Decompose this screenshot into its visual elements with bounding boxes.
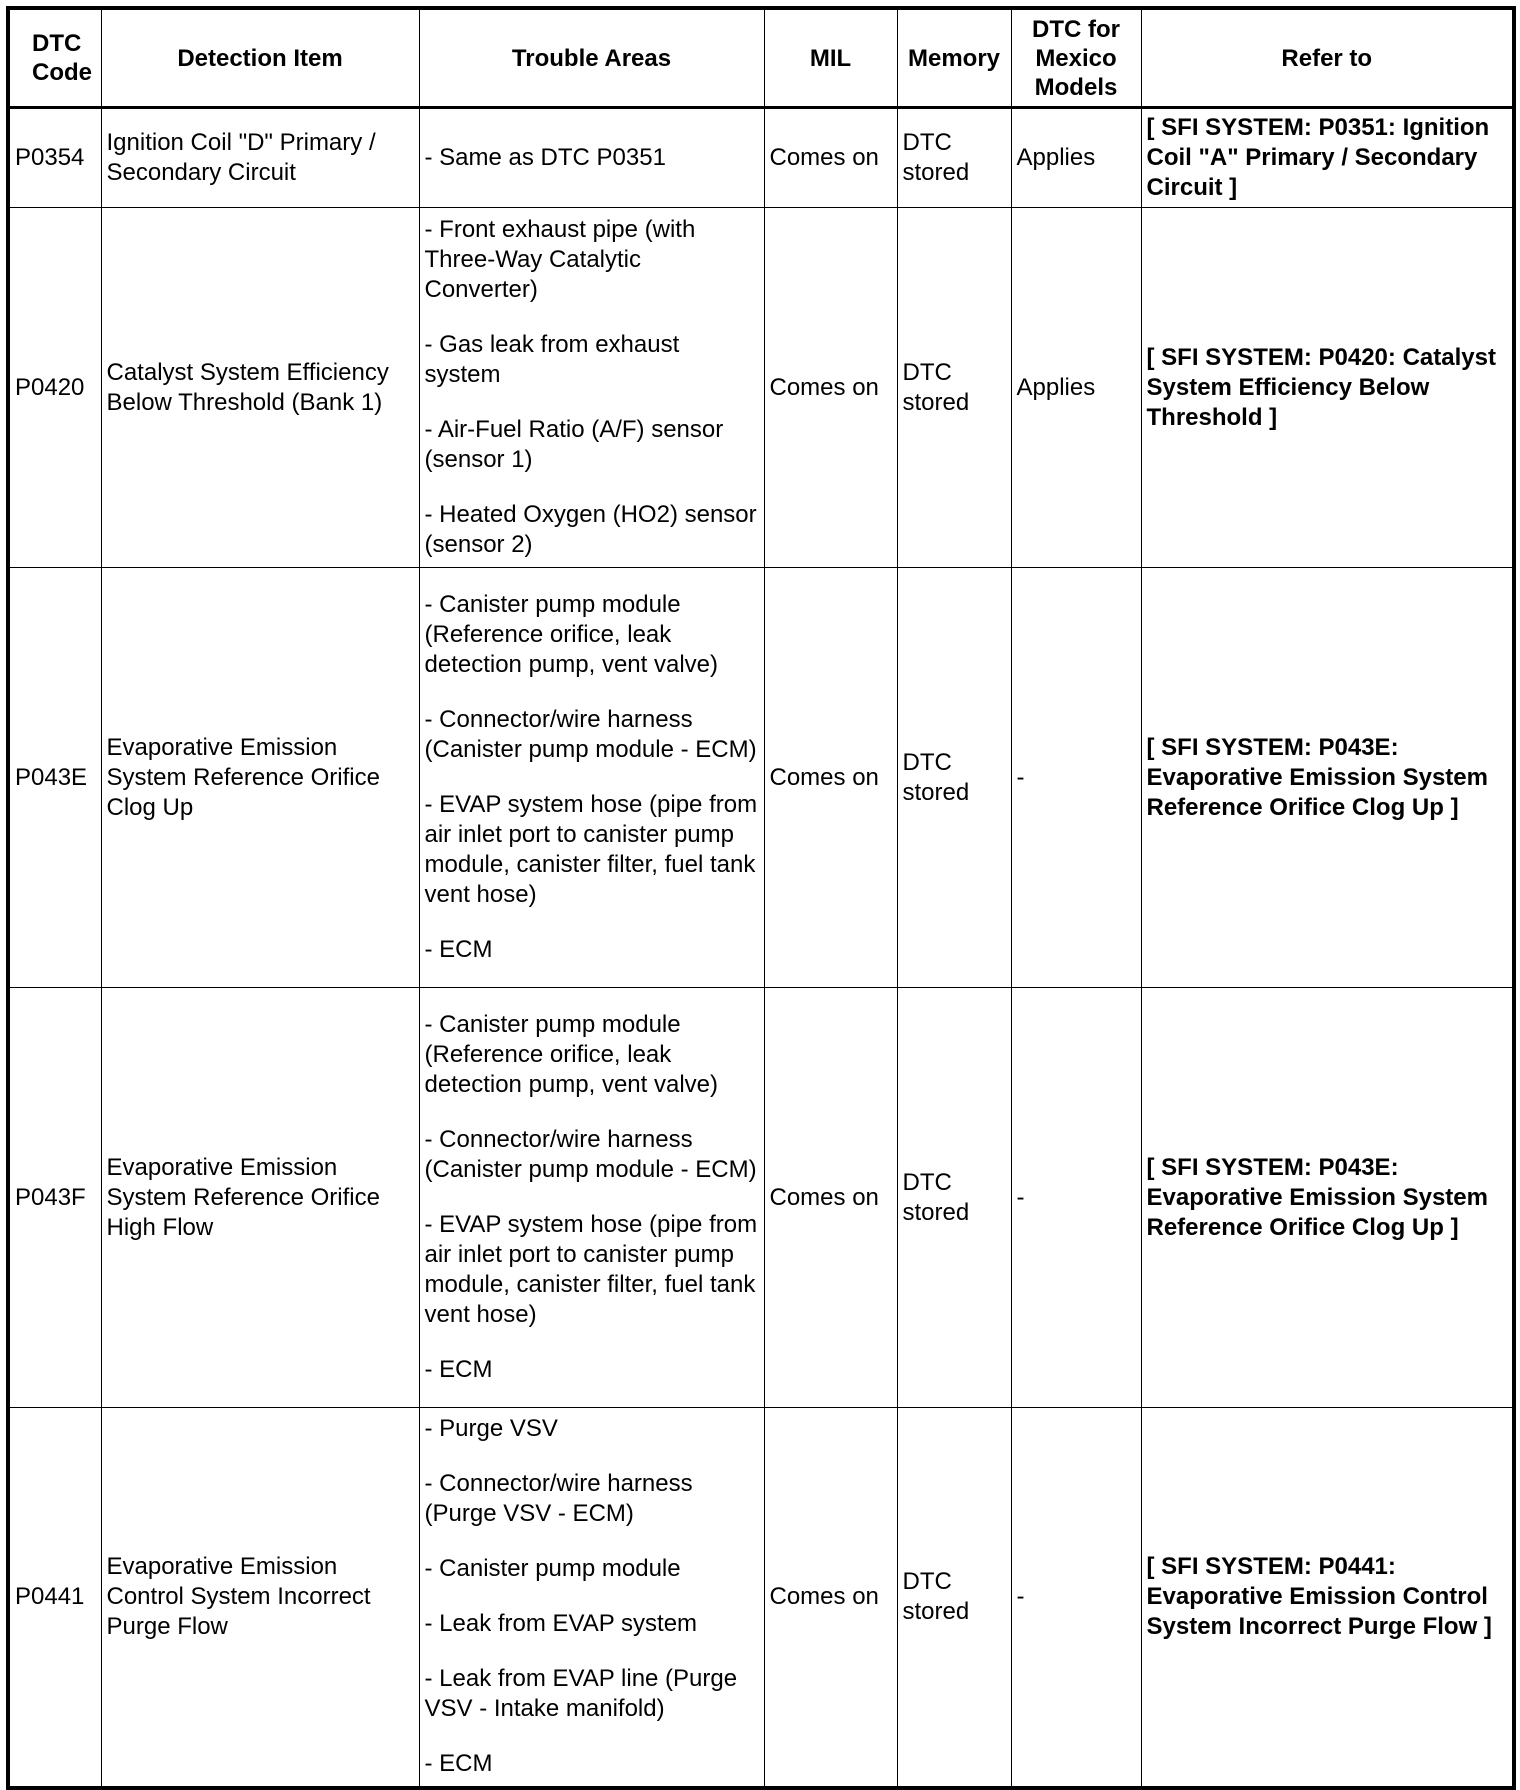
dtc-code-cell: P0420	[8, 208, 101, 568]
dtc-code-cell: P0354	[8, 108, 101, 208]
trouble-area-item: - ECM	[424, 1750, 493, 1778]
memory-cell: DTC stored	[897, 1408, 1011, 1788]
mexico-cell: -	[1011, 568, 1141, 988]
table-row	[8, 988, 1514, 1408]
table-row	[8, 568, 1514, 988]
trouble-area-item: - EVAP system hose (pipe from air inlet port to canister pump module, canister filter, fuel tank vent hose)	[424, 1211, 758, 1328]
refer-to-cell: [ SFI SYSTEM: P043E: Evaporative Emission System Reference Orifice Clog Up ]	[1141, 568, 1514, 988]
trouble-areas-cell	[419, 1408, 764, 1788]
header-mexico: DTC for Mexico Models	[1011, 8, 1141, 108]
detection-item-cell: Evaporative Emission System Reference Orifice High Flow	[101, 988, 419, 1408]
refer-to-cell: [ SFI SYSTEM: P043E: Evaporative Emission System Reference Orifice Clog Up ]	[1141, 988, 1514, 1408]
trouble-areas-cell	[419, 568, 764, 988]
dtc-code-cell: P043E	[8, 568, 101, 988]
trouble-area-item: - Same as DTC P0351	[424, 144, 666, 171]
memory-cell: DTC stored	[897, 988, 1011, 1408]
table-body	[8, 108, 1514, 1788]
trouble-area-item: - Air-Fuel Ratio (A/F) sensor (sensor 1)	[424, 416, 724, 473]
dtc-code-cell: P0441	[8, 1408, 101, 1788]
refer-to-cell: [ SFI SYSTEM: P0441: Evaporative Emission Control System Incorrect Purge Flow ]	[1141, 1408, 1514, 1788]
trouble-area-item: - Heated Oxygen (HO2) sensor (sensor 2)	[424, 501, 757, 558]
trouble-area-item: - Canister pump module (Reference orifice, leak detection pump, vent valve)	[424, 1011, 718, 1098]
trouble-areas-cell	[419, 208, 764, 568]
mil-cell: Comes on	[764, 108, 897, 208]
refer-to-cell: [ SFI SYSTEM: P0420: Catalyst System Efficiency Below Threshold ]	[1141, 208, 1514, 568]
memory-cell: DTC stored	[897, 108, 1011, 208]
trouble-area-item: - Canister pump module (Reference orifice, leak detection pump, vent valve)	[424, 591, 718, 678]
trouble-areas-cell	[419, 988, 764, 1408]
detection-item-cell: Evaporative Emission Control System Incorrect Purge Flow	[101, 1408, 419, 1788]
trouble-area-item: - EVAP system hose (pipe from air inlet port to canister pump module, canister filter, fuel tank vent hose)	[424, 791, 758, 908]
trouble-area-item: - Leak from EVAP line (Purge VSV - Intake manifold)	[424, 1665, 738, 1723]
trouble-areas-cell	[419, 108, 764, 208]
trouble-area-item: - Connector/wire harness (Canister pump module - ECM)	[424, 706, 757, 763]
mil-cell: Comes on	[764, 988, 897, 1408]
refer-to-cell: [ SFI SYSTEM: P0351: Ignition Coil "A" Primary / Secondary Circuit ]	[1141, 108, 1514, 208]
header-mil: MIL	[764, 8, 897, 108]
mexico-cell: -	[1011, 1408, 1141, 1788]
header-trouble-areas: Trouble Areas	[419, 8, 764, 108]
trouble-area-item: - Purge VSV	[424, 1415, 558, 1443]
trouble-area-item: - ECM	[424, 936, 493, 963]
trouble-area-item: - ECM	[424, 1356, 493, 1383]
header-dtc-code: DTC Code	[8, 8, 101, 108]
trouble-area-item: - Leak from EVAP system	[424, 1610, 698, 1638]
mil-cell: Comes on	[764, 568, 897, 988]
dtc-code-cell: P043F	[8, 988, 101, 1408]
header-memory: Memory	[897, 8, 1011, 108]
table-row	[8, 108, 1514, 208]
mil-cell: Comes on	[764, 1408, 897, 1788]
header-detection-item: Detection Item	[101, 8, 419, 108]
table-row	[8, 208, 1514, 568]
memory-cell: DTC stored	[897, 208, 1011, 568]
trouble-area-item: - Gas leak from exhaust system	[424, 331, 680, 388]
trouble-area-item: - Connector/wire harness (Canister pump module - ECM)	[424, 1126, 757, 1183]
detection-item-cell: Ignition Coil "D" Primary / Secondary Circuit	[101, 108, 419, 208]
dtc-table	[6, 6, 1516, 1790]
mexico-cell: -	[1011, 988, 1141, 1408]
mexico-cell: Applies	[1011, 208, 1141, 568]
header-row	[8, 8, 1514, 108]
table-row	[8, 1408, 1514, 1788]
mexico-cell: Applies	[1011, 108, 1141, 208]
trouble-area-item: - Canister pump module	[424, 1555, 681, 1583]
mil-cell: Comes on	[764, 208, 897, 568]
trouble-area-item: - Connector/wire harness (Purge VSV - ECM)	[424, 1470, 693, 1528]
memory-cell: DTC stored	[897, 568, 1011, 988]
detection-item-cell: Evaporative Emission System Reference Orifice Clog Up	[101, 568, 419, 988]
header-refer-to: Refer to	[1141, 8, 1514, 108]
detection-item-cell: Catalyst System Efficiency Below Threshold (Bank 1)	[101, 208, 419, 568]
table-header	[8, 8, 1514, 108]
trouble-area-item: - Front exhaust pipe (with Three-Way Catalytic Converter)	[424, 216, 696, 303]
